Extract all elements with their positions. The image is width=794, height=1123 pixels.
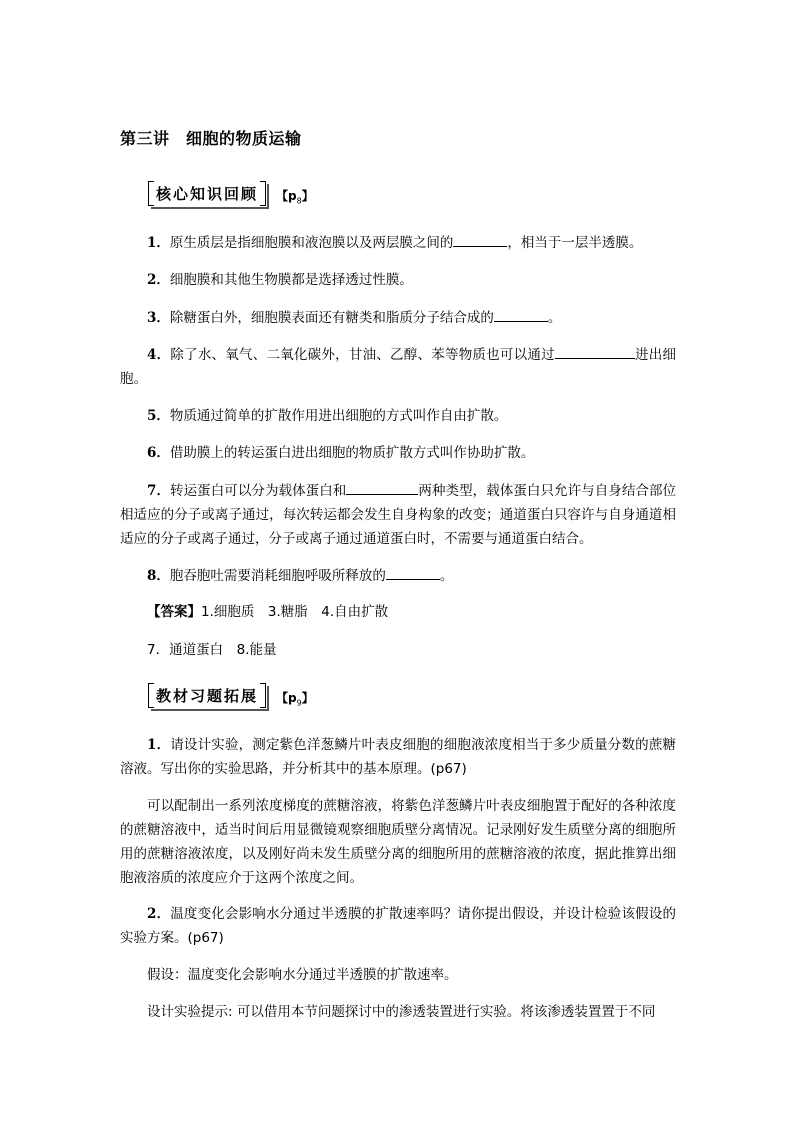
- section-label-box: [148, 683, 266, 708]
- answer-line: 【答案】1.细胞质 3.糖脂 4.自由扩散: [147, 604, 389, 620]
- exercise-question: 2．温度变化会影响水分通过半透膜的扩散速率吗？请你提出假设，并设计检验该假设的实验方案。(p67): [120, 906, 676, 946]
- answer-blank: [453, 232, 507, 247]
- answer-tag: 【答案】: [147, 604, 201, 620]
- list-item: 2．细胞膜和其他生物膜都是选择透过性膜。: [147, 272, 413, 288]
- list-item: 6．借助膜上的转运蛋白进出细胞的物质扩散方式叫作协助扩散。: [147, 445, 535, 461]
- list-item: 1．原生质层是指细胞膜和液泡膜以及两层膜之间的 ，相当于一层半透膜。: [120, 231, 676, 255]
- exercise-answer: 假设：温度变化会影响水分通过半透膜的扩散速率。: [147, 967, 458, 983]
- section-label: 核心知识回顾: [156, 184, 259, 203]
- exercise-answer: 可以配制出一系列浓度梯度的蔗糖溶液，将紫色洋葱鳞片叶表皮细胞置于配好的各种浓度的蔗糖溶液中，适当时间后用显微镜观察细胞质壁分离情况。记录刚好发生质壁分离的细胞所用的蔗糖溶液浓度，以及刚好尚未发生质壁分离的细胞所用的蔗糖溶液的浓度，据此推算出细胞液溶质的浓度应介于这两个浓度之间。: [120, 798, 676, 886]
- page-reference: 【$p_9$】: [276, 690, 314, 708]
- answer-blank: [346, 480, 418, 495]
- section-label: 教材习题拓展: [156, 686, 259, 705]
- list-item: 8．胞吞胞吐需要消耗细胞呼吸所释放的 。: [120, 564, 676, 588]
- exercise-question: 1．请设计实验，测定紫色洋葱鳞片叶表皮细胞的细胞液浓度相当于多少质量分数的蔗糖溶液。写出你的实验思路，并分析其中的基本原理。(p67): [120, 737, 676, 777]
- section-header-core-review: [148, 178, 314, 208]
- answer-line: 7．通道蛋白 8.能量: [147, 642, 277, 658]
- section-header-textbook-exercises: [148, 680, 314, 710]
- exercise-answer: 设计实验提示: 可以借用本节问题探讨中的渗透装置进行实验。将该渗透装置置于不同: [147, 1004, 656, 1020]
- answer-blank: [494, 307, 548, 322]
- section-label-box: [148, 181, 266, 206]
- page-title: 第三讲 细胞的物质运输: [120, 129, 302, 148]
- list-item: 5．物质通过简单的扩散作用进出细胞的方式叫作自由扩散。: [147, 408, 508, 424]
- list-item: 3．除糖蛋白外，细胞膜表面还有糖类和脂质分子结合成的 。: [120, 306, 676, 330]
- answer-blank: [555, 344, 635, 359]
- list-item: 7．转运蛋白可以分为载体蛋白和 两种类型，载体蛋白只允许与自身结合部位相适应的分子或离子通过，每次转运都会发生自身构象的改变；通道蛋白只容许与自身通道相适应的分子或离子通过，分子或离子通过通道蛋白时，不需要与通道蛋白结合。: [120, 479, 676, 551]
- page-reference: 【$p_8$】: [276, 188, 314, 206]
- list-item: 4．除了水、氧气、二氧化碳外，甘油、乙醇、苯等物质也可以通过 进出细胞。: [120, 343, 676, 391]
- answer-blank: [386, 565, 440, 580]
